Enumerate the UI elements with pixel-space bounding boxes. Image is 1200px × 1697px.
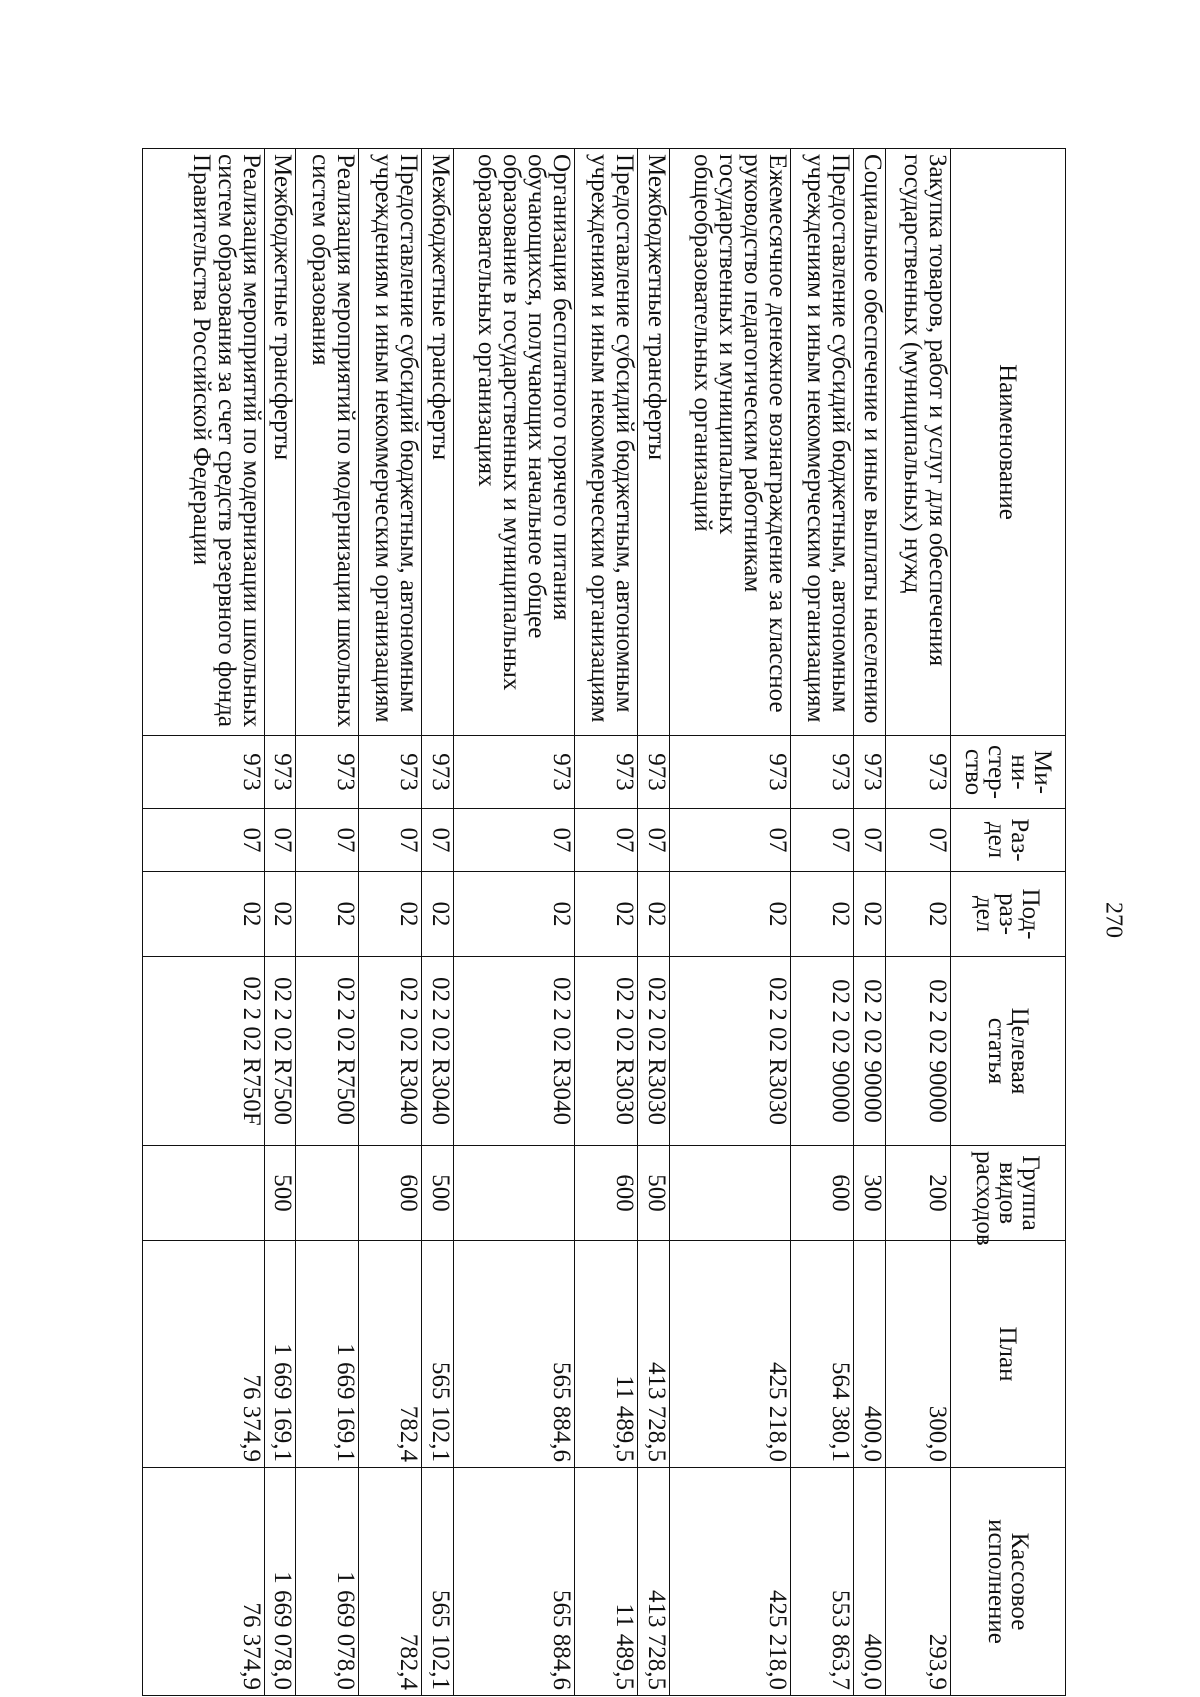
cell-plan: 300,0 [885,1241,950,1468]
cell-name: Закупка товаров, работ и услуг для обеспечения государственных (муниципальных) нужд [885,149,950,736]
cell-group [143,1146,265,1241]
cell-execution: 1 669 078,0 [264,1468,296,1696]
table-row [296,149,359,1696]
cell-target: 02 2 02 R3040 [422,957,454,1146]
cell-execution: 413 728,5 [638,1468,670,1696]
cell-name: Предоставление субсидий бюджетным, автономным учреждениям и иным некоммерческим организациям [791,149,854,736]
cell-ministry: 973 [575,736,638,809]
cell-section: 07 [422,809,454,872]
cell-section: 07 [575,809,638,872]
cell-group: 300 [854,1146,886,1241]
cell-name: Предоставление субсидий бюджетным, автономным учреждениям и иным некоммерческим организациям [359,149,422,736]
cell-group [296,1146,359,1241]
table-row [143,149,265,1696]
header-group: Группа видов расходов [951,1146,1066,1241]
cell-target: 02 2 02 R3040 [359,957,422,1146]
cell-target: 02 2 02 R7500 [296,957,359,1146]
cell-plan: 11 489,5 [575,1241,638,1468]
cell-ministry: 973 [638,736,670,809]
table-row [575,149,638,1696]
cell-ministry: 973 [143,736,265,809]
header-execution: Кассовое исполнение [951,1468,1066,1696]
cell-name: Ежемесячное денежное вознаграждение за классное руководство педагогическим работникам государственных и муниципальных общеобразовательных организаций [669,149,790,736]
cell-subsection: 02 [854,872,886,957]
cell-group: 600 [575,1146,638,1241]
cell-name: Межбюджетные трансферты [264,149,296,736]
cell-subsection: 02 [359,872,422,957]
cell-ministry: 973 [669,736,790,809]
cell-group: 600 [791,1146,854,1241]
cell-execution: 76 374,9 [143,1468,265,1696]
cell-ministry: 973 [885,736,950,809]
cell-execution: 553 863,7 [791,1468,854,1696]
cell-target: 02 2 02 R750F [143,957,265,1146]
header-plan: План [951,1241,1066,1468]
header-target: Целевая статья [951,957,1066,1146]
cell-plan: 400,0 [854,1241,886,1468]
cell-name: Межбюджетные трансферты [422,149,454,736]
cell-name: Межбюджетные трансферты [638,149,670,736]
cell-section: 07 [669,809,790,872]
header-section: Раз- дел [951,809,1066,872]
rotated-table-wrapper [142,148,1066,1695]
cell-execution: 782,4 [359,1468,422,1696]
cell-subsection: 02 [453,872,574,957]
table-row [422,149,454,1696]
cell-section: 07 [854,809,886,872]
cell-ministry: 973 [453,736,574,809]
cell-section: 07 [791,809,854,872]
cell-target: 02 2 02 R7500 [264,957,296,1146]
cell-subsection: 02 [422,872,454,957]
cell-section: 07 [885,809,950,872]
table-header-row [951,149,1066,1696]
header-name: Наименование [951,149,1066,736]
cell-section: 07 [296,809,359,872]
cell-ministry: 973 [791,736,854,809]
cell-plan: 1 669 169,1 [296,1241,359,1468]
cell-group: 600 [359,1146,422,1241]
cell-group: 200 [885,1146,950,1241]
cell-target: 02 2 02 90000 [791,957,854,1146]
cell-target: 02 2 02 90000 [854,957,886,1146]
cell-target: 02 2 02 R3030 [575,957,638,1146]
cell-execution: 565 884,6 [453,1468,574,1696]
cell-execution: 11 489,5 [575,1468,638,1696]
cell-section: 07 [638,809,670,872]
cell-group [453,1146,574,1241]
cell-name: Социальное обеспечение и иные выплаты населению [854,149,886,736]
cell-section: 07 [143,809,265,872]
cell-ministry: 973 [422,736,454,809]
cell-plan: 565 884,6 [453,1241,574,1468]
cell-name: Предоставление субсидий бюджетным, автономным учреждениям и иным некоммерческим организациям [575,149,638,736]
table-row [359,149,422,1696]
cell-name: Реализация мероприятий по модернизации школьных систем образования [296,149,359,736]
cell-execution: 293,9 [885,1468,950,1696]
cell-subsection: 02 [264,872,296,957]
cell-plan: 782,4 [359,1241,422,1468]
cell-subsection: 02 [143,872,265,957]
cell-group: 500 [264,1146,296,1241]
cell-plan: 413 728,5 [638,1241,670,1468]
table-row [453,149,574,1696]
cell-plan: 565 102,1 [422,1241,454,1468]
cell-group: 500 [422,1146,454,1241]
cell-group [669,1146,790,1241]
cell-section: 07 [264,809,296,872]
cell-target: 02 2 02 R3030 [638,957,670,1146]
cell-execution: 400,0 [854,1468,886,1696]
table-row [638,149,670,1696]
table-row [264,149,296,1696]
cell-target: 02 2 02 R3040 [453,957,574,1146]
table-row [669,149,790,1696]
cell-subsection: 02 [669,872,790,957]
cell-name: Реализация мероприятий по модернизации школьных систем образования за счет средств резервного фонда Правительства Российской Федерации [143,149,265,736]
cell-ministry: 973 [264,736,296,809]
cell-ministry: 973 [854,736,886,809]
header-ministry: Ми- ни- стер- ство [951,736,1066,809]
cell-execution: 1 669 078,0 [296,1468,359,1696]
cell-execution: 565 102,1 [422,1468,454,1696]
cell-section: 07 [453,809,574,872]
cell-plan: 564 380,1 [791,1241,854,1468]
cell-section: 07 [359,809,422,872]
cell-execution: 425 218,0 [669,1468,790,1696]
cell-plan: 425 218,0 [669,1241,790,1468]
cell-target: 02 2 02 R3030 [669,957,790,1146]
cell-ministry: 973 [296,736,359,809]
cell-target: 02 2 02 90000 [885,957,950,1146]
table-row [791,149,854,1696]
cell-subsection: 02 [296,872,359,957]
cell-subsection: 02 [575,872,638,957]
cell-name: Организация бесплатного горячего питания обучающихся, получающих начальное общее образование в государственных и муниципальных образовательных организациях [453,149,574,736]
cell-ministry: 973 [359,736,422,809]
cell-subsection: 02 [638,872,670,957]
header-subsection: Под- раз- дел [951,872,1066,957]
table-row [885,149,950,1696]
cell-group: 500 [638,1146,670,1241]
cell-plan: 76 374,9 [143,1241,265,1468]
cell-subsection: 02 [791,872,854,957]
cell-subsection: 02 [885,872,950,957]
cell-plan: 1 669 169,1 [264,1241,296,1468]
budget-table [142,148,1066,1696]
page-number: 270 [1100,902,1127,938]
table-row [854,149,886,1696]
